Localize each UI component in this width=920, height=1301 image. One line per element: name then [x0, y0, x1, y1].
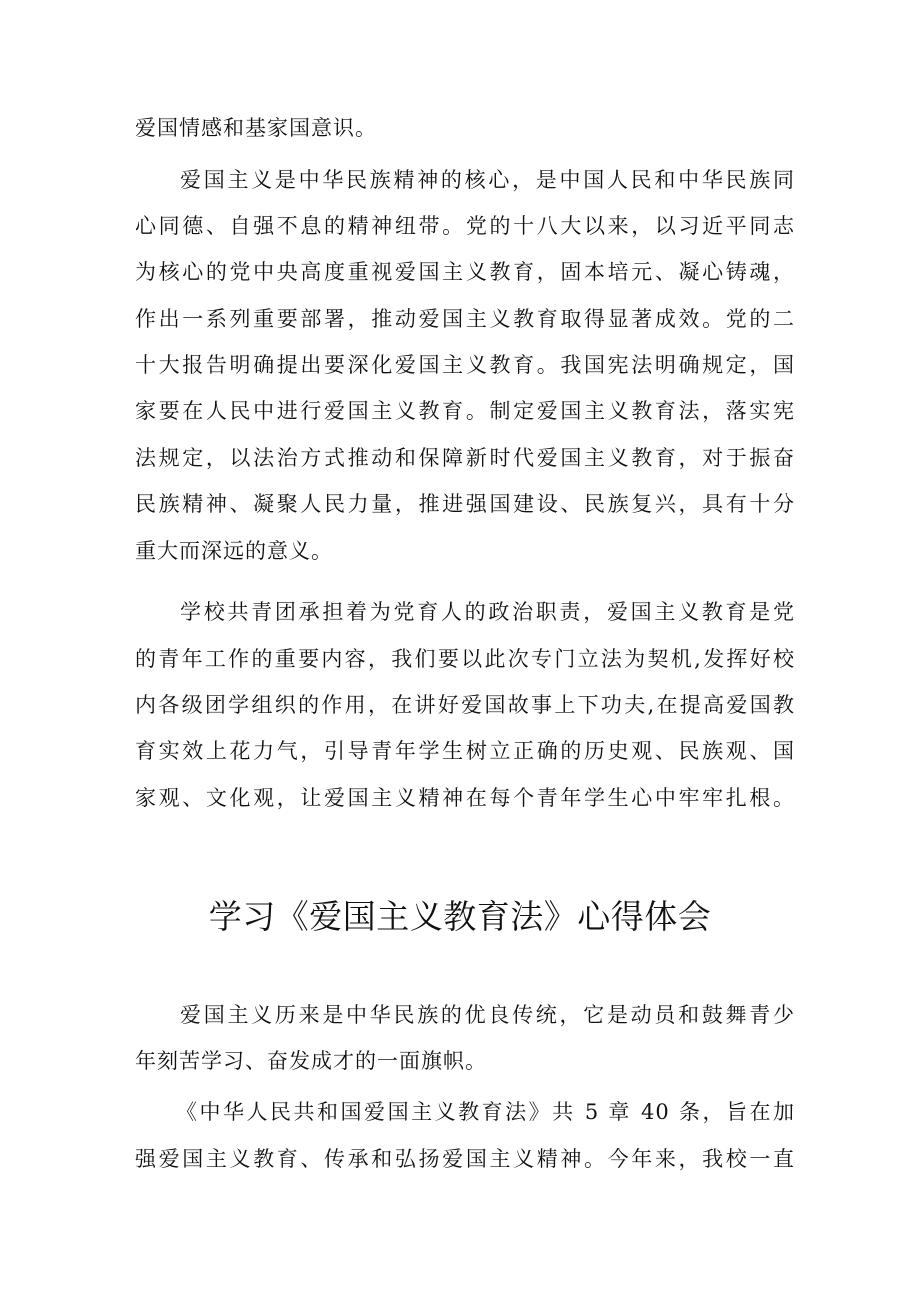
paragraph-line: 法规定，以法治方式推动和保障新时代爱国主义教育，对于振奋 — [135, 446, 795, 470]
paragraph-line: 育实效上花力气，引导青年学生树立正确的历史观、民族观、国 — [135, 739, 795, 763]
paragraph-line: 学校共青团承担着为党育人的政治职责，爱国主义教育是党 — [180, 600, 795, 624]
paragraph-line: 爱国主义是中华民族精神的核心，是中国人民和中华民族同 — [180, 168, 795, 192]
paragraph-line: 心同德、自强不息的精神纽带。党的十八大以来，以习近平同志 — [135, 214, 795, 238]
paragraph-line: 为核心的党中央高度重视爱国主义教育，固本培元、凝心铸魂， — [135, 260, 795, 284]
paragraph-line: 家观、文化观，让爱国主义精神在每个青年学生心中牢牢扎根。 — [135, 786, 795, 810]
paragraph-line: 年刻苦学习、奋发成才的一面旗帜。 — [135, 1049, 487, 1073]
paragraph-line: 民族精神、凝聚人民力量，推进强国建设、民族复兴，具有十分 — [135, 492, 795, 516]
section-title: 学习《爱国主义教育法》心得体会 — [208, 897, 712, 936]
continuation-line: 爱国情感和基家国意识。 — [135, 116, 377, 140]
paragraph-line: 重大而深远的意义。 — [135, 539, 333, 563]
paragraph-line: 《中华人民共和国爱国主义教育法》共 5 章 40 条，旨在加 — [176, 1100, 795, 1124]
paragraph-line: 内各级团学组织的作用，在讲好爱国故事上下功夫,在提高爱国教 — [135, 693, 795, 717]
paragraph-line: 作出一系列重要部署，推动爱国主义教育取得显著成效。党的二 — [135, 307, 795, 331]
paragraph-line: 家要在人民中进行爱国主义教育。制定爱国主义教育法，落实宪 — [135, 399, 795, 423]
paragraph-line: 十大报告明确提出要深化爱国主义教育。我国宪法明确规定，国 — [135, 353, 795, 377]
paragraph-line: 的青年工作的重要内容，我们要以此次专门立法为契机,发挥好校 — [135, 647, 795, 671]
paragraph-line: 强爱国主义教育、传承和弘扬爱国主义精神。今年来，我校一直 — [135, 1147, 795, 1171]
paragraph-line: 爱国主义历来是中华民族的优良传统，它是动员和鼓舞青少 — [180, 1003, 795, 1027]
